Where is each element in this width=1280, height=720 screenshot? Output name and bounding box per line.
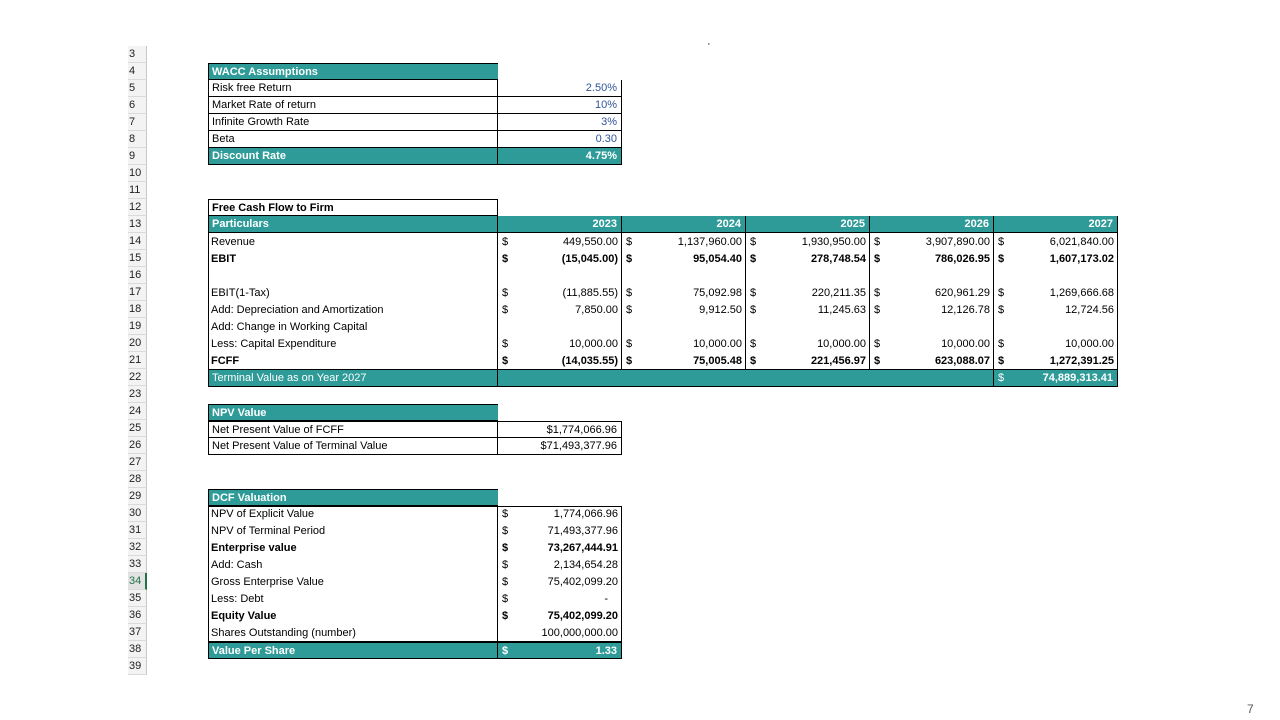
- currency-symbol: $: [626, 287, 633, 299]
- row-header[interactable]: 22: [128, 369, 147, 386]
- row-header[interactable]: 29: [128, 488, 147, 505]
- currency-symbol: $: [502, 236, 509, 248]
- terminal-value-label[interactable]: Terminal Value as on Year 2027: [208, 370, 498, 387]
- depreciation-value[interactable]: 12,724.56: [1065, 304, 1114, 316]
- ebit-value[interactable]: (15,045.00): [561, 253, 618, 265]
- year-header[interactable]: 2023: [498, 216, 622, 233]
- row-header[interactable]: 7: [128, 114, 147, 131]
- row-header[interactable]: 30: [128, 505, 147, 522]
- row-header[interactable]: 34: [128, 573, 147, 590]
- row-header[interactable]: 32: [128, 539, 147, 556]
- currency-symbol: $: [626, 236, 633, 248]
- currency-symbol: $: [998, 287, 1005, 299]
- fcff-value[interactable]: 1,272,391.25: [1049, 355, 1114, 367]
- currency-symbol: $: [502, 576, 509, 588]
- ebit-after-tax-value[interactable]: (11,885.55): [562, 287, 618, 299]
- row-header[interactable]: 23: [128, 386, 147, 403]
- currency-symbol: $: [498, 642, 518, 659]
- discount-rate-value[interactable]: 4.75%: [498, 148, 622, 165]
- currency-symbol: $: [626, 304, 633, 316]
- row-header[interactable]: 21: [128, 352, 147, 369]
- revenue-label[interactable]: Revenue: [211, 236, 256, 248]
- currency-symbol: $: [998, 236, 1005, 248]
- wacc-label[interactable]: Infinite Growth Rate: [208, 114, 498, 131]
- wacc-value[interactable]: 2.50%: [498, 80, 622, 97]
- currency-symbol: $: [502, 304, 509, 316]
- npv-label[interactable]: Net Present Value of FCFF: [208, 421, 498, 438]
- npv-title[interactable]: NPV Value: [208, 404, 498, 421]
- currency-symbol: $: [750, 338, 757, 350]
- currency-symbol: $: [998, 355, 1005, 367]
- row-header[interactable]: 15: [128, 250, 147, 267]
- currency-symbol: $: [502, 525, 509, 537]
- dcf-value[interactable]: 2,134,654.28: [553, 559, 618, 571]
- row-header[interactable]: 6: [128, 97, 147, 114]
- row-header[interactable]: 26: [128, 437, 147, 454]
- row-header[interactable]: 39: [128, 658, 147, 675]
- capex-value[interactable]: 10,000.00: [569, 338, 618, 350]
- row-header[interactable]: 17: [128, 284, 147, 301]
- wacc-value[interactable]: 0.30: [498, 131, 622, 148]
- row-header[interactable]: 35: [128, 590, 147, 607]
- currency-symbol: $: [502, 253, 509, 265]
- row-header[interactable]: 16: [128, 267, 147, 284]
- dcf-title[interactable]: DCF Valuation: [208, 489, 498, 506]
- page-number: 7: [1247, 702, 1254, 716]
- currency-symbol: $: [750, 236, 757, 248]
- row-header[interactable]: 37: [128, 624, 147, 641]
- row-header[interactable]: 28: [128, 471, 147, 488]
- row-header[interactable]: 13: [128, 216, 147, 233]
- fcff-value[interactable]: 623,088.07: [934, 355, 990, 367]
- dcf-value[interactable]: 75,402,099.20: [547, 576, 618, 588]
- capex-value[interactable]: 10,000.00: [941, 338, 990, 350]
- year-header[interactable]: 2024: [622, 216, 746, 233]
- currency-symbol: $: [502, 559, 509, 571]
- fcff-label[interactable]: FCFF: [211, 355, 240, 367]
- ebit-value[interactable]: 95,054.40: [693, 253, 742, 265]
- npv-value[interactable]: $71,493,377.96: [498, 438, 622, 455]
- wacc-label[interactable]: Beta: [208, 131, 498, 148]
- currency-symbol: $: [502, 287, 509, 299]
- capex-value[interactable]: 10,000.00: [1065, 338, 1114, 350]
- ebit-label[interactable]: EBIT: [211, 253, 237, 265]
- dcf-value[interactable]: 1,774,066.96: [553, 508, 618, 520]
- currency-symbol: $: [998, 338, 1005, 350]
- row-header[interactable]: 24: [128, 403, 147, 420]
- currency-symbol: $: [626, 355, 633, 367]
- row-header[interactable]: 25: [128, 420, 147, 437]
- row-header[interactable]: 18: [128, 301, 147, 318]
- wacc-value[interactable]: 10%: [498, 97, 622, 114]
- row-header[interactable]: 33: [128, 556, 147, 573]
- fcff-value[interactable]: 75,005.48: [693, 355, 742, 367]
- dcf-value[interactable]: 73,267,444.91: [547, 542, 618, 554]
- currency-symbol: $: [994, 370, 1014, 387]
- discount-rate-label[interactable]: Discount Rate: [208, 148, 498, 165]
- wacc-title[interactable]: WACC Assumptions: [208, 63, 498, 80]
- dcf-label[interactable]: Shares Outstanding (number): [211, 627, 356, 639]
- depreciation-value[interactable]: 12,126.78: [941, 304, 990, 316]
- currency-symbol: $: [874, 338, 881, 350]
- row-header[interactable]: 4: [128, 63, 147, 80]
- row-header[interactable]: 20: [128, 335, 147, 352]
- fcff-value[interactable]: 221,456.97: [810, 355, 866, 367]
- working-capital-label[interactable]: Add: Change in Working Capital: [211, 321, 368, 333]
- revenue-value[interactable]: 1,137,960.00: [677, 236, 742, 248]
- row-header[interactable]: 5: [128, 80, 147, 97]
- currency-symbol: $: [998, 304, 1005, 316]
- row-header[interactable]: 3: [128, 46, 147, 63]
- currency-symbol: $: [750, 304, 757, 316]
- ebit-value[interactable]: 786,026.95: [934, 253, 990, 265]
- row-header[interactable]: 9: [128, 148, 147, 165]
- capex-label[interactable]: Less: Capital Expenditure: [211, 338, 337, 350]
- fcff-value[interactable]: (14,035.55): [561, 355, 618, 367]
- particulars-header[interactable]: Particulars: [208, 216, 498, 233]
- year-header[interactable]: 2027: [994, 216, 1118, 233]
- row-header[interactable]: 8: [128, 131, 147, 148]
- wacc-value[interactable]: 3%: [498, 114, 622, 131]
- row-header[interactable]: 36: [128, 607, 147, 624]
- currency-symbol: $: [874, 236, 881, 248]
- capex-value[interactable]: 10,000.00: [817, 338, 866, 350]
- value-per-share-value[interactable]: 1.33: [518, 642, 622, 659]
- row-header[interactable]: 19: [128, 318, 147, 335]
- ebit-value[interactable]: 1,607,173.02: [1049, 253, 1114, 265]
- dcf-label[interactable]: NPV of Explicit Value: [211, 508, 315, 520]
- currency-symbol: $: [502, 338, 509, 350]
- ebit-value[interactable]: 278,748.54: [810, 253, 866, 265]
- dcf-label[interactable]: Add: Cash: [211, 559, 263, 571]
- npv-value[interactable]: $1,774,066.96: [498, 421, 622, 438]
- row-header[interactable]: 11: [128, 182, 147, 199]
- wacc-label[interactable]: Risk free Return: [208, 80, 498, 97]
- depreciation-label[interactable]: Add: Depreciation and Amortization: [211, 304, 384, 316]
- currency-symbol: $: [502, 542, 509, 554]
- currency-symbol: $: [502, 610, 509, 622]
- currency-symbol: $: [874, 355, 881, 367]
- depreciation-value[interactable]: 9,912.50: [699, 304, 742, 316]
- currency-symbol: $: [626, 338, 633, 350]
- revenue-value[interactable]: 3,907,890.00: [925, 236, 990, 248]
- currency-symbol: $: [874, 304, 881, 316]
- stray-mark: ·: [707, 38, 711, 50]
- dcf-label[interactable]: NPV of Terminal Period: [211, 525, 326, 537]
- currency-symbol: $: [750, 253, 757, 265]
- dcf-label[interactable]: Equity Value: [211, 610, 277, 622]
- row-header[interactable]: 38: [128, 641, 147, 658]
- currency-symbol: $: [874, 287, 881, 299]
- row-header[interactable]: 27: [128, 454, 147, 471]
- revenue-value[interactable]: 6,021,840.00: [1049, 236, 1114, 248]
- revenue-value[interactable]: 1,930,950.00: [801, 236, 866, 248]
- row-header[interactable]: 12: [128, 199, 147, 216]
- dcf-value[interactable]: -: [604, 593, 608, 605]
- dcf-value[interactable]: 71,493,377.96: [547, 525, 618, 537]
- terminal-value-band: [498, 370, 994, 387]
- terminal-value[interactable]: 74,889,313.41: [1014, 370, 1118, 387]
- currency-symbol: $: [998, 253, 1005, 265]
- depreciation-value[interactable]: 11,245.63: [817, 304, 866, 316]
- wacc-label[interactable]: Market Rate of return: [208, 97, 498, 114]
- row-header[interactable]: 14: [128, 233, 147, 250]
- dcf-value[interactable]: 75,402,099.20: [547, 610, 618, 622]
- dcf-label[interactable]: Gross Enterprise Value: [211, 576, 324, 588]
- npv-label[interactable]: Net Present Value of Terminal Value: [208, 438, 498, 455]
- dcf-label[interactable]: Enterprise value: [211, 542, 297, 554]
- depreciation-value[interactable]: 7,850.00: [575, 304, 618, 316]
- value-per-share-label[interactable]: Value Per Share: [208, 642, 498, 659]
- currency-symbol: $: [502, 355, 509, 367]
- ebit-after-tax-value[interactable]: 620,961.29: [934, 287, 990, 299]
- currency-symbol: $: [750, 287, 757, 299]
- currency-symbol: $: [750, 355, 757, 367]
- capex-value[interactable]: 10,000.00: [693, 338, 742, 350]
- currency-symbol: $: [502, 593, 509, 605]
- year-header[interactable]: 2026: [870, 216, 994, 233]
- row-header[interactable]: 31: [128, 522, 147, 539]
- fcff-title[interactable]: Free Cash Flow to Firm: [208, 199, 498, 216]
- ebit-after-tax-value[interactable]: 75,092.98: [693, 287, 742, 299]
- row-header[interactable]: 10: [128, 165, 147, 182]
- year-header[interactable]: 2025: [746, 216, 870, 233]
- ebit-after-tax-value[interactable]: 1,269,666.68: [1049, 287, 1114, 299]
- revenue-value[interactable]: 449,550.00: [562, 236, 618, 248]
- ebit-after-tax-value[interactable]: 220,211.35: [811, 287, 866, 299]
- dcf-label[interactable]: Less: Debt: [211, 593, 264, 605]
- dcf-value[interactable]: 100,000,000.00: [541, 627, 618, 639]
- ebit-after-tax-label[interactable]: EBIT(1-Tax): [211, 287, 270, 299]
- currency-symbol: $: [502, 508, 509, 520]
- currency-symbol: $: [874, 253, 881, 265]
- currency-symbol: $: [626, 253, 633, 265]
